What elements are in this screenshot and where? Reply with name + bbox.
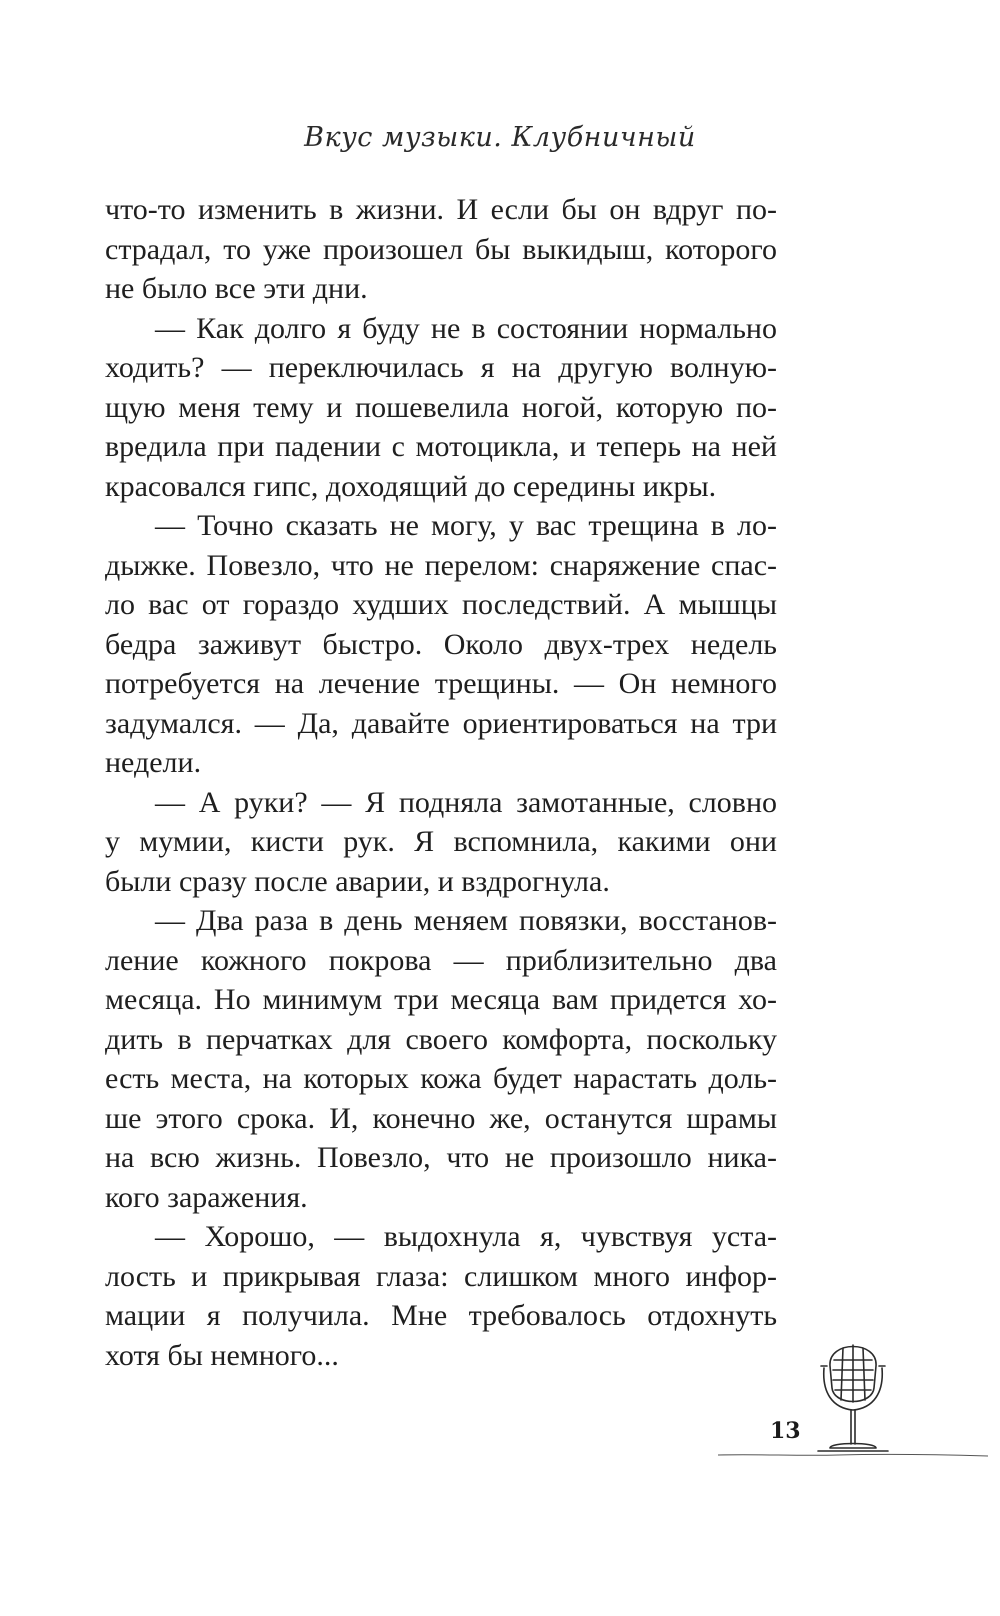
- page-number: 13: [770, 1418, 801, 1444]
- text-line: недели.: [105, 746, 202, 779]
- text-line: потребуется на лечение трещины. — Он немного: [105, 667, 777, 700]
- text-line: ходить? — переключилась я на другую волную-: [105, 351, 777, 384]
- running-head-title: Вкус музыки. Клубничный: [304, 122, 696, 153]
- text-line: у мумии, кисти рук. Я вспомнила, какими они: [105, 825, 777, 858]
- text-line: красовался гипс, доходящий до середины икры.: [105, 469, 717, 503]
- text-line: вредила при падении с мотоцикла, и теперь на ней: [105, 430, 777, 463]
- text-line: лость и прикрывая глаза: слишком много инфор-: [105, 1259, 777, 1293]
- text-line: мации я получила. Мне требовалось отдохнуть: [105, 1299, 777, 1332]
- text-line: — Хорошо, — выдохнула я, чувствуя уста-: [155, 1220, 777, 1253]
- text-line: ление кожного покрова — приблизительно два: [105, 943, 777, 977]
- text-line: — Два раза в день меняем повязки, восстанов-: [155, 904, 777, 937]
- text-line: не было все эти дни.: [105, 272, 368, 305]
- text-line: есть места, на которых кожа будет нарастать доль-: [105, 1062, 777, 1095]
- text-line: — Точно сказать не могу, у вас трещина в ло-: [155, 509, 777, 542]
- text-line: дить в перчатках для своего комфорта, поскольку: [105, 1022, 777, 1056]
- text-line: были сразу после аварии, и вздрогнула.: [105, 864, 610, 898]
- text-line: месяца. Но минимум три месяца вам придется хо-: [105, 983, 777, 1016]
- text-line: на всю жизнь. Повезло, что не произошло ника-: [105, 1141, 777, 1174]
- text-line: ло вас от гораздо худших последствий. А мышцы: [105, 588, 777, 621]
- text-line: что-то изменить в жизни. И если бы он вдруг по-: [105, 193, 777, 226]
- text-line: — А руки? — Я подняла замотанные, словно: [155, 785, 777, 819]
- text-line: задумался. — Да, давайте ориентироваться на три: [105, 706, 777, 740]
- microphone-icon: [808, 1326, 898, 1456]
- text-line: дыжке. Повезло, что не перелом: снаряжение спас-: [105, 548, 777, 582]
- text-line: бедра заживут быстро. Около двух-трех недель: [105, 627, 777, 661]
- text-line: хотя бы немного...: [105, 1338, 339, 1372]
- text-line: кого заражения.: [105, 1180, 308, 1214]
- text-line: ше этого срока. И, конечно же, останутся шрамы: [105, 1101, 777, 1135]
- body-text: [105, 190, 777, 1375]
- text-line: щую меня тему и пошевелила ногой, которую по-: [105, 390, 777, 424]
- text-line: — Как долго я буду не в состоянии нормально: [155, 311, 777, 345]
- text-line: страдал, то уже произошел бы выкидыш, которого: [105, 232, 777, 266]
